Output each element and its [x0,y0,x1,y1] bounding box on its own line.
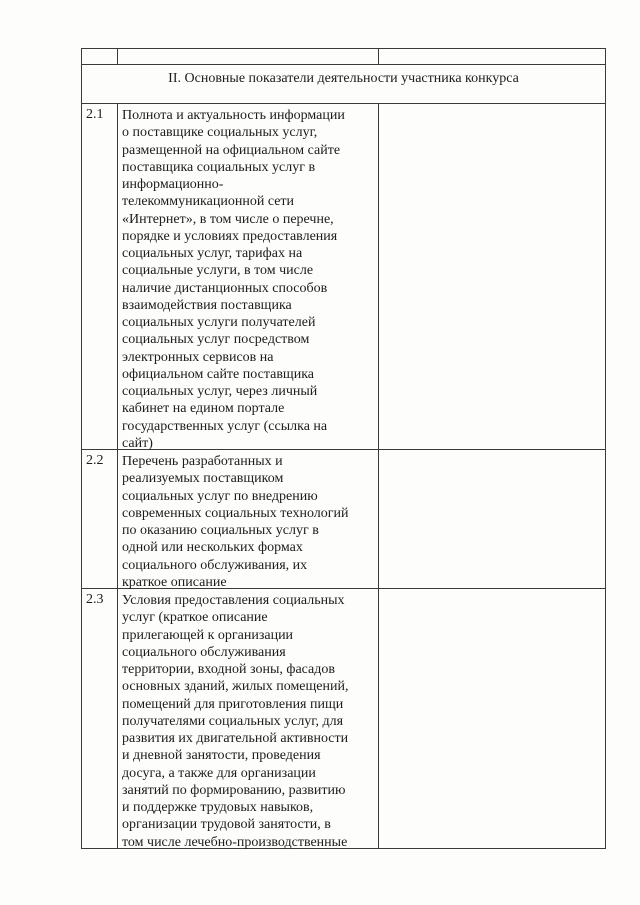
description-line: социальных услуг посредством [122,332,310,348]
description-line: социальных услуг, через личный [122,384,318,399]
description-line: официальном сайте поставщика [122,366,315,382]
section-title: II. Основные показатели деятельности участника конкурса [168,71,519,86]
description-line: порядке и условиях предоставления [122,228,338,244]
description-line: основных зданий, жилых помещений, [122,679,349,695]
description-line: услуг (краткое описание [122,610,268,626]
description-line: том числе лечебно-производственные [122,834,348,850]
column-divider-number [117,103,118,849]
description-line: социальных услуг по внедрению [122,488,318,504]
description-line: одной или нескольких формах [122,540,303,556]
description-line: «Интернет», в том числе о перечне, [122,211,334,227]
row-number: 2.1 [86,107,104,122]
description-line: социальных услуги получателей [122,315,316,330]
column-divider-value-header [378,48,379,64]
column-divider-value [378,103,379,849]
description-line: наличие дистанционных способов [122,280,328,296]
description-line: занятий по формированию, развитию [122,782,346,798]
description-line: помещений для приготовления пищи [122,696,344,712]
description-line: электронных сервисов на [122,349,274,365]
description-line: сайт) [122,435,153,451]
description-line: телекоммуникационной сети [122,194,295,210]
description-line: организации трудовой занятости, в [122,817,331,833]
row-number: 2.3 [86,592,104,607]
description-line: территории, входной зоны, фасадов [122,662,335,677]
description-line: о поставщике социальных услуг, [122,125,318,141]
description-line: прилегающей к организации [122,627,294,643]
description-line: по оказанию социальных услуг в [122,523,319,538]
description-line: социальные услуги, в том числе [122,263,314,279]
section-row-divider [81,103,606,104]
description-line: социальных услуг, тарифах на [122,246,303,261]
description-line: и дневной занятости, проведения [122,748,321,764]
description-line: взаимодействия поставщика [122,297,292,313]
description-line: кабинет на едином портале [122,401,285,417]
description-line: поставщика социальных услуг в [122,159,316,175]
description-line: и поддержке трудовых навыков, [122,800,314,815]
description-line: социального обслуживания [122,644,286,660]
description-line: Условия предоставления социальных [122,593,345,608]
description-line: получателями социальных услуг, для [122,713,344,729]
row-description [122,592,374,851]
description-line: реализуемых поставщиком [122,471,284,487]
header-row-divider [81,64,606,65]
column-divider-number-header [117,48,118,64]
description-line: досуга, а также для организации [122,765,316,781]
description-line: Перечень разработанных и [122,454,283,469]
description-line: краткое описание [122,574,227,590]
row-description [122,107,374,452]
description-line: социального обслуживания, их [122,557,308,573]
description-line: государственных услуг (ссылка на [122,418,328,434]
row-description [122,453,374,591]
description-line: развития их двигательной активности [122,731,349,746]
description-line: размещенной на официальном сайте [122,142,341,158]
row-number: 2.2 [86,453,104,468]
description-line: Полнота и актуальность информации [122,108,345,123]
description-line: современных социальных технологий [122,505,349,521]
description-line: информационно- [122,177,224,192]
